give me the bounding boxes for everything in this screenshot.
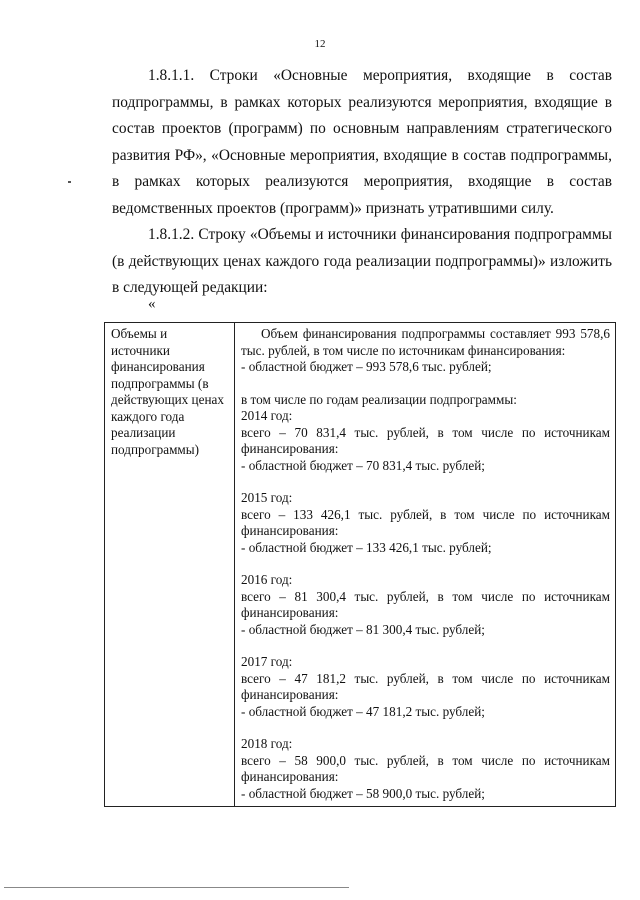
footer-rule xyxy=(4,887,349,888)
paragraph-1-8-1-1: 1.8.1.1. Строки «Основные мероприятия, входящие в состав подпрограммы, в рамках которых реализуются мероприятия, входящие в состав проектов (программ) по основным направлениям стратегического развития РФ», «Основные мероприятия, входящие в состав подпрограммы, в рамках которых реализуются мероприятия, входящие в состав ведомственных проектов (программ)» признать утратившими силу. xyxy=(112,67,612,217)
year-heading: 2014 год: xyxy=(241,408,293,423)
year-budget: - областной бюджет – 81 300,4 тыс. рублей; xyxy=(241,621,485,637)
year-budget: - областной бюджет – 47 181,2 тыс. рублей; xyxy=(241,703,485,719)
page-number: 12 xyxy=(314,38,326,50)
year-total: всего – 133 426,1 тыс. рублей, в том числе по источникам финансирования: xyxy=(241,506,610,538)
year-block-2014 xyxy=(241,408,610,474)
year-heading: 2018 год: xyxy=(241,736,293,751)
total-budget-line: - областной бюджет – 993 578,6 тыс. рублей; xyxy=(241,359,492,374)
year-block-2017 xyxy=(241,654,610,720)
opening-quote: « xyxy=(148,296,156,312)
paragraph-1-8-1-2: 1.8.1.2. Строку «Объемы и источники финансирования подпрограммы (в действующих ценах каждого года реализации подпрограммы)» изложить в следующей редакции: xyxy=(112,226,612,296)
total-financing-text: Объем финансирования подпрограммы составляет 993 578,6 тыс. рублей, в том числе по источникам финансирования: xyxy=(241,326,610,358)
year-total: всего – 58 900,0 тыс. рублей, в том числе по источникам финансирования: xyxy=(241,752,610,784)
year-heading: 2017 год: xyxy=(241,654,293,669)
year-total: всего – 70 831,4 тыс. рублей, в том числе по источникам финансирования: xyxy=(241,424,610,456)
year-budget: - областной бюджет – 58 900,0 тыс. рублей; xyxy=(241,785,485,801)
table-row xyxy=(105,323,616,807)
document-body xyxy=(112,63,612,302)
year-total: всего – 81 300,4 тыс. рублей, в том числе по источникам финансирования: xyxy=(241,588,610,620)
scan-speck xyxy=(68,181,71,183)
year-block-2016 xyxy=(241,572,610,638)
year-total: всего – 47 181,2 тыс. рублей, в том числе по источникам финансирования: xyxy=(241,670,610,702)
year-block-2015 xyxy=(241,490,610,556)
row-label-cell: Объемы и источники финансирования подпрограммы (в действующих ценах каждого года реализации подпрограммы) xyxy=(105,323,235,807)
year-heading: 2015 год: xyxy=(241,490,293,505)
financing-table xyxy=(104,322,616,807)
row-content-cell xyxy=(235,323,616,807)
year-budget: - областной бюджет – 133 426,1 тыс. рублей; xyxy=(241,539,492,555)
year-block-2018 xyxy=(241,736,610,802)
year-heading: 2016 год: xyxy=(241,572,293,587)
year-budget: - областной бюджет – 70 831,4 тыс. рублей; xyxy=(241,457,485,473)
by-years-intro: в том числе по годам реализации подпрограммы: xyxy=(241,391,517,407)
